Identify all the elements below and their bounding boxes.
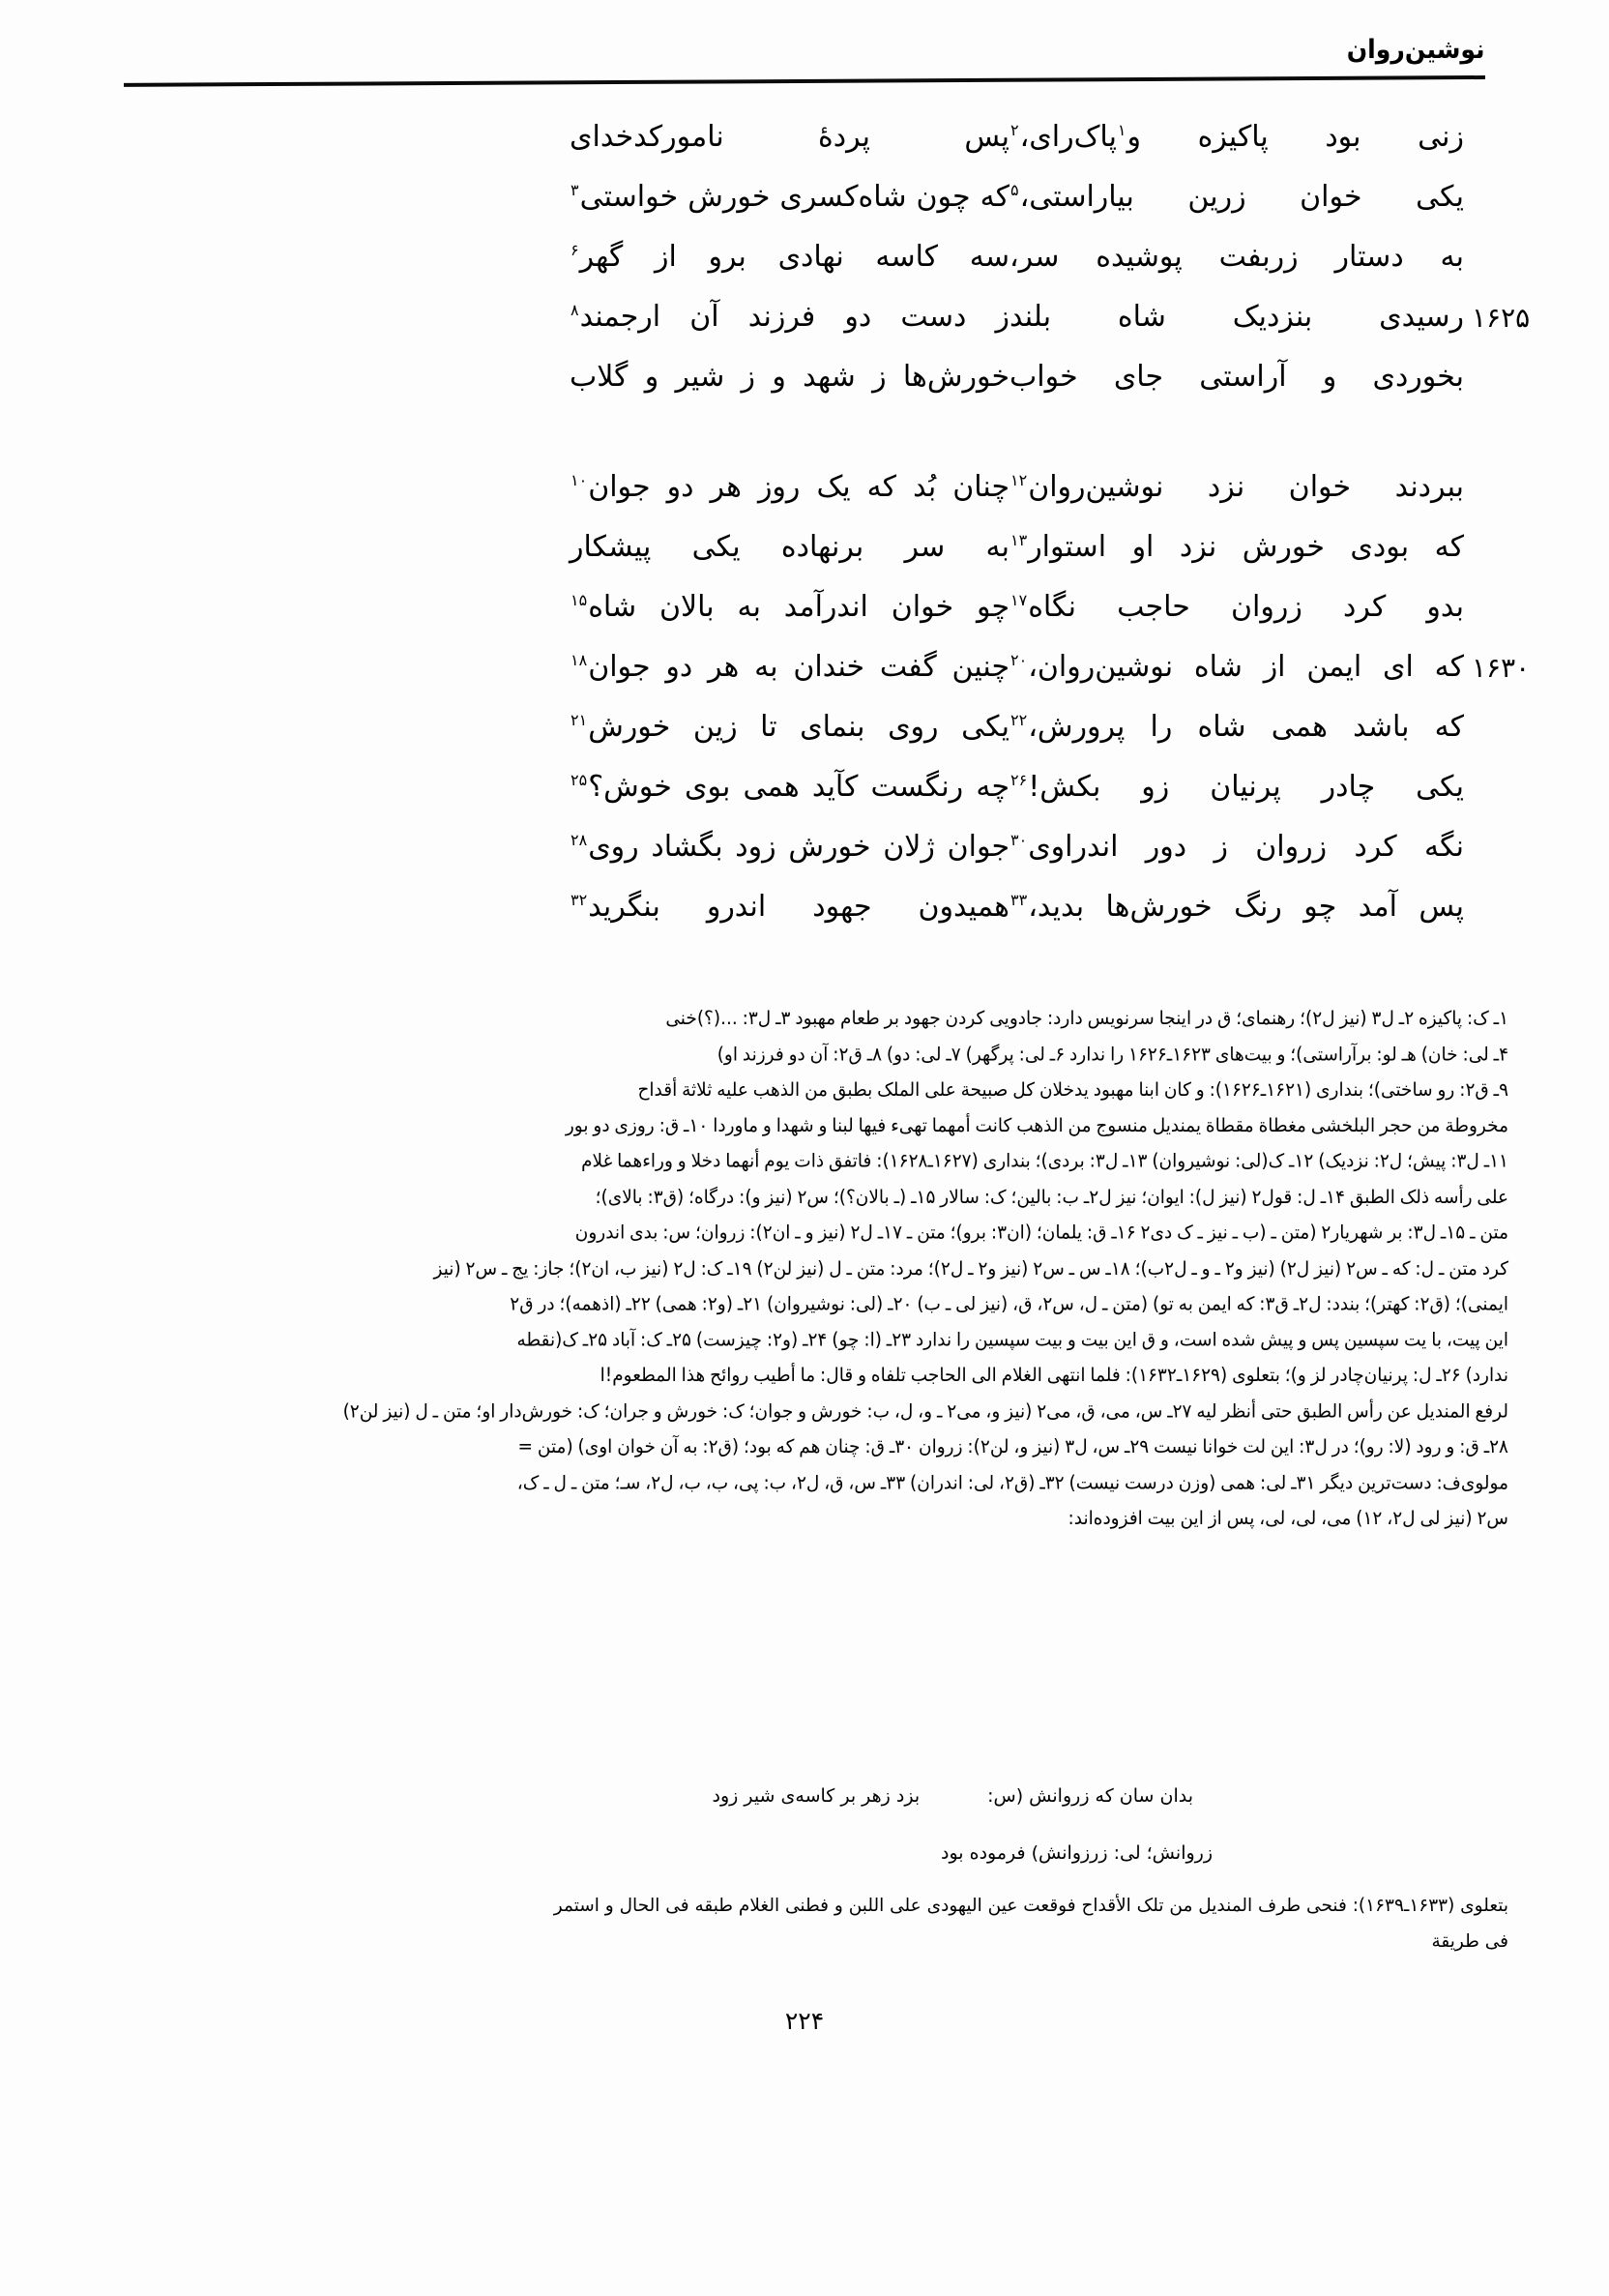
hemistich-text: بدو کرد زروان حاجب نگاه [1028,590,1464,624]
note-marker: ۲۵ [570,771,588,789]
apparatus-line: این پیت، با یت سپسین پس و پیش شده است، و ق این بیت و بیت سپسین را ندارد ۲۳ـ (ا: چو) ۲۴ـ (و۲: چیزست) ۲۵ـ ک: آباد ۲۵ـ ک(نقطه [516,1329,1508,1351]
closing-note-text: بتعلوی (۱۶۳۳ـ۱۶۳۹): فنحی طرف المندیل من تلک الأقداح فوقعت عین الیهودی علی اللبن و فطنی الغلام طبقه فی الحال و استمر [553,1896,1508,1916]
hemistich-second [1009,296,1464,339]
note-marker: ۲ [1010,121,1019,139]
bayt [208,356,1464,416]
note-marker: ۳۰ [1010,831,1028,849]
closing-source-note [108,1888,1508,1959]
hemistich-text: پس پردهٔ نامورکدخدای [570,120,1009,154]
hemistich-text: یکی خوان زرین بیاراستی، [1019,180,1464,214]
hemistich-text: چه رنگست کآید همی بوی خوش؟ [588,770,1009,804]
hemistich-text: به دستار زربفت پوشیده سر، [1009,240,1464,274]
bayt [208,296,1531,356]
hemistich-text: بخوردی و آراستی جای خواب [1009,360,1464,394]
note-marker: ۱۳ [1010,531,1028,549]
bayt [208,586,1464,646]
hemistich-second [1009,356,1464,398]
hemistich-text: که چون شاه‌کسری خورش خواستی [579,180,1009,214]
note-marker: ۱۵ [570,591,588,609]
bayt [208,236,1464,296]
hemistich-text: ز دست دو فرزند آن ارجمند [579,300,1009,334]
hemistich-second [1009,766,1464,809]
hemistich-second [1009,706,1464,749]
hemistich-second [1009,646,1464,689]
note-marker: ۱۷ [1010,591,1028,609]
inset-bayt-row [155,1778,1454,1814]
apparatus-line: مولوی‌ف: دست‌ترین دیگر ۳۱ـ لی: همی (وزن درست نیست) ۳۲ـ (ق۲، لی: اندران) ۳۳ـ س، ق، ل۲، ب: پی، ب، ب، ل۲، سـ؛ متن ـ ل ـ ک، [516,1472,1508,1494]
note-marker: ۲۸ [570,831,588,849]
note-marker: ۵ [1010,181,1019,199]
hemistich-first [552,886,1009,928]
apparatus-line: ۲۸ـ ق: و رود (لا: رو)؛ در ل۳: این لت خوانا نیست ۲۹ـ س، ل۳ (نیز و، لن۲): زروان ۳۰ـ ق: چنان هم که بود؛ (ق۲: به آن خوان اوی) (متن = [517,1436,1508,1458]
note-marker: ۲۱ [570,711,588,729]
note-marker: ۸ [570,301,579,319]
note-marker: ۱۰ [570,471,588,489]
running-title: نوشین‌روان [1347,35,1485,65]
bayt [208,526,1464,586]
note-marker: ۶ [570,241,579,259]
hemistich-text: چنان بُد که یک روز هر دو جوان [588,470,1009,504]
note-marker: ۲۰ [1010,651,1028,669]
note-marker: ۲۶ [1010,771,1028,789]
line-number: ۱۶۲۵ [1472,302,1531,334]
apparatus-line: مخروطة من حجر البلخشی مغطاة مقطاة یمندیل منسوج من الذهب کانت أمهما تهیء فیها لبنا و شهدا و ماوردا ۱۰ـ ق: روزی دو بور [565,1115,1508,1136]
hemistich-text: که ای ایمن از شاه نوشین‌روان، [1028,650,1464,684]
hemistich-second [1009,826,1464,868]
apparatus-line: ۱ـ ک: پاکیزه ۲ـ ل۳ (نیز ل۲)؛ رهنمای؛ ق در اینجا سرنویس دارد: جادویی کردن جهود بر طعام مهبود ۳ـ ل۳: ...(؟)خنی [665,1008,1508,1030]
line-number: ۱۶۳۰ [1472,652,1531,684]
bayt [208,176,1464,236]
hemistich-text: ببردند خوان نزد نوشین‌روان [1028,470,1464,504]
hemistich-first [552,356,1009,398]
hemistich-text: رسیدی بنزدیک شاه بلند [1009,300,1464,334]
hemistich-second [1009,886,1464,928]
hemistich-text: پس آمد چو رنگ خورش‌ها بدید، [1028,890,1464,924]
hemistich-second [1009,466,1464,509]
hemistich-text: خورش‌ها ز شهد و ز شیر و گلاب [570,360,1009,394]
bayt [208,116,1464,176]
note-marker: ۱ [1117,121,1126,139]
hemistich-second [1009,176,1464,219]
hemistich-text: چنین گفت خندان به هر دو جوان [588,650,1009,684]
hemistich-text: نگه کرد زروان ز دور اندراوی [1028,830,1464,864]
page-header [124,37,1485,81]
hemistich-second [1009,586,1464,629]
note-marker: ۲۲ [1010,711,1028,729]
hemistich-text: یکی روی بنمای تا زین خورش [588,710,1009,744]
hemistich-text: زنی بود پاکیزه و [1126,120,1464,154]
apparatus-line: س۲ (نیز لی ل۲، ۱۲) می، لی، لی، پس از این بیت افزوده‌اند: [1068,1508,1508,1530]
hemistich-first [552,526,1009,569]
bayt [208,886,1464,946]
hemistich-first [552,586,1009,629]
bayt [208,646,1531,706]
hemistich-text: که بودی خورش نزد او استوار [1028,530,1464,564]
apparatus-line: ندارد) ۲۶ـ ل: پرنیان‌چادر لز و)؛ بتعلوی (۱۶۲۹ـ۱۶۳۲): فلما انتهی الغلام الی الحاجب تلفاه و قال: ما أطیب روائح هذا المطعوم!ا [600,1365,1508,1387]
bayt [208,826,1464,886]
hemistich-text: جوان ژلان خورش زود بگشاد روی [588,830,1009,864]
hemistich-first [552,176,1009,219]
hemistich-first [552,766,1009,809]
inset-hemistich-second: بدان سان که زروانش (س: [987,1785,1193,1807]
folio-number: ۲۲۴ [784,2007,825,2035]
hemistich-text: چو خوان اندرآمد به بالان شاه [588,590,1009,624]
hemistich-second [1009,236,1464,279]
hemistich-first [552,116,1009,159]
inset-bayt-tail: زروانش؛ لی: زرزوانش) فرموده بود [941,1842,1213,1864]
note-marker: ۱۲ [1010,471,1028,489]
bayt [208,706,1464,766]
critical-apparatus [108,1001,1508,1537]
hemistich-text: به سر برنهاده یکی پیشکار [570,530,1009,564]
apparatus-line: ایمنی)؛ (ق۲: کهتر)؛ بندد: ل۲ـ ق۳: که ایمن به تو) (متن ـ ل، س۲، ق، (نیز لی ـ ب) ۲۰ـ (لی: نوشیروان) ۲۱ـ (و۲: همی) ۲۲ـ (اذهمه)؛ در ق۲ [510,1293,1508,1315]
inset-quoted-bayt [155,1778,1454,1870]
apparatus-line: علی رأسه ذلک الطبق ۱۴ـ ل: قول۲ (نیز ل): ایوان؛ نیز ل۲ـ ب: بالین؛ ک: سالار ۱۵ـ (ـ بالان؟)؛ س۲ (نیز و): درگاه؛ (ق۳: بالای)؛ [595,1186,1508,1208]
note-marker: ۳۳ [1010,891,1028,909]
stanza-1 [208,116,1531,416]
hemistich-first [552,706,1009,749]
apparatus-line: ۴ـ لی: خان) هـ لو: برآراستی)؛ و بیت‌های ۱۶۲۳ـ۱۶۲۶ را ندارد ۶ـ لی: پرگهر) ۷ـ لی: دو) ۸ـ ق۲: آن دو فرزند او) [717,1044,1508,1066]
hemistich-text: سه کاسه نهادی برو از گهر [579,240,1009,274]
hemistich-first [552,826,1009,868]
hemistich-first [552,466,1009,509]
header-rule [124,75,1485,87]
inset-hemistich-first: بزد زهر بر کاسه‌ی شیر زود [712,1785,921,1807]
hemistich-text: یکی چادر پرنیان زو بکش! [1028,770,1464,804]
hemistich-text-tail: پاک‌رای، [1019,120,1117,154]
hemistich-second [1009,526,1464,569]
note-marker: ۱۸ [570,651,588,669]
bayt [208,766,1464,826]
hemistich-second [1009,116,1464,159]
apparatus-line: متن ـ ۱۵ـ ل۳: بر شهریار۲ (متن ـ (ب ـ نیز ـ ک دی۲ ۱۶ـ ق: یلمان؛ (ان۳: برو)؛ متن ـ ۱۷ـ ل۲ (نیز و ـ ان۲): زروان؛ س: بدی اندرون [574,1222,1508,1244]
apparatus-line: کرد متن ـ ل: که ـ س۲ (نیز ل۲) (نیز و۲ ـ و ـ ل۲ب)؛ ۱۸ـ س ـ س۲ (نیز و۲ ـ ل۲)؛ مرد: متن ـ ل (نیز لن۲) ۱۹ـ ک: ل۲ (نیز ب، ان۲)؛ جاز: یج ـ س۲ (نیز [433,1257,1508,1280]
note-marker: ۳۲ [570,891,588,909]
apparatus-line: ۱۱ـ ل۳: پیش؛ ل۲: نزدیک) ۱۲ـ ک(لی: نوشیروان) ۱۳ـ ل۳: بردی)؛ بنداری (۱۶۲۷ـ۱۶۲۸): فاتفق ذات یوم أنهما دخلا و وراءهما غلام [581,1151,1508,1172]
bayt [208,466,1464,526]
hemistich-first [552,236,1009,279]
apparatus-line: لرفع المندیل عن رأس الطبق حتی أنظر لیه ۲۷ـ س، می، ق، می۲ (نیز و، می۲ ـ و، ل، ب: خورش و جوان؛ ک: خورش و جران؛ ک: خورش‌دار او؛ متن ـ ل (نیز لن۲) [342,1400,1508,1423]
hemistich-text: همیدون جهود اندرو بنگرید [588,890,1009,924]
apparatus-line: ۹ـ ق۲: رو ساختی)؛ بنداری (۱۶۲۱ـ۱۶۲۶): و کان ابنا مهبود یدخلان کل صبیحة علی الملک بطبق من الذهب علیه ثلاثة أقداح [637,1079,1508,1101]
stanza-2 [208,466,1531,946]
hemistich-text: که باشد همی شاه را پرورش، [1028,710,1464,744]
note-marker: ۳ [570,181,579,199]
hemistich-first [552,646,1009,689]
hemistich-first [552,296,1009,339]
closing-note-tail: فی طریقة [1431,1931,1508,1952]
verse-area [208,116,1531,996]
